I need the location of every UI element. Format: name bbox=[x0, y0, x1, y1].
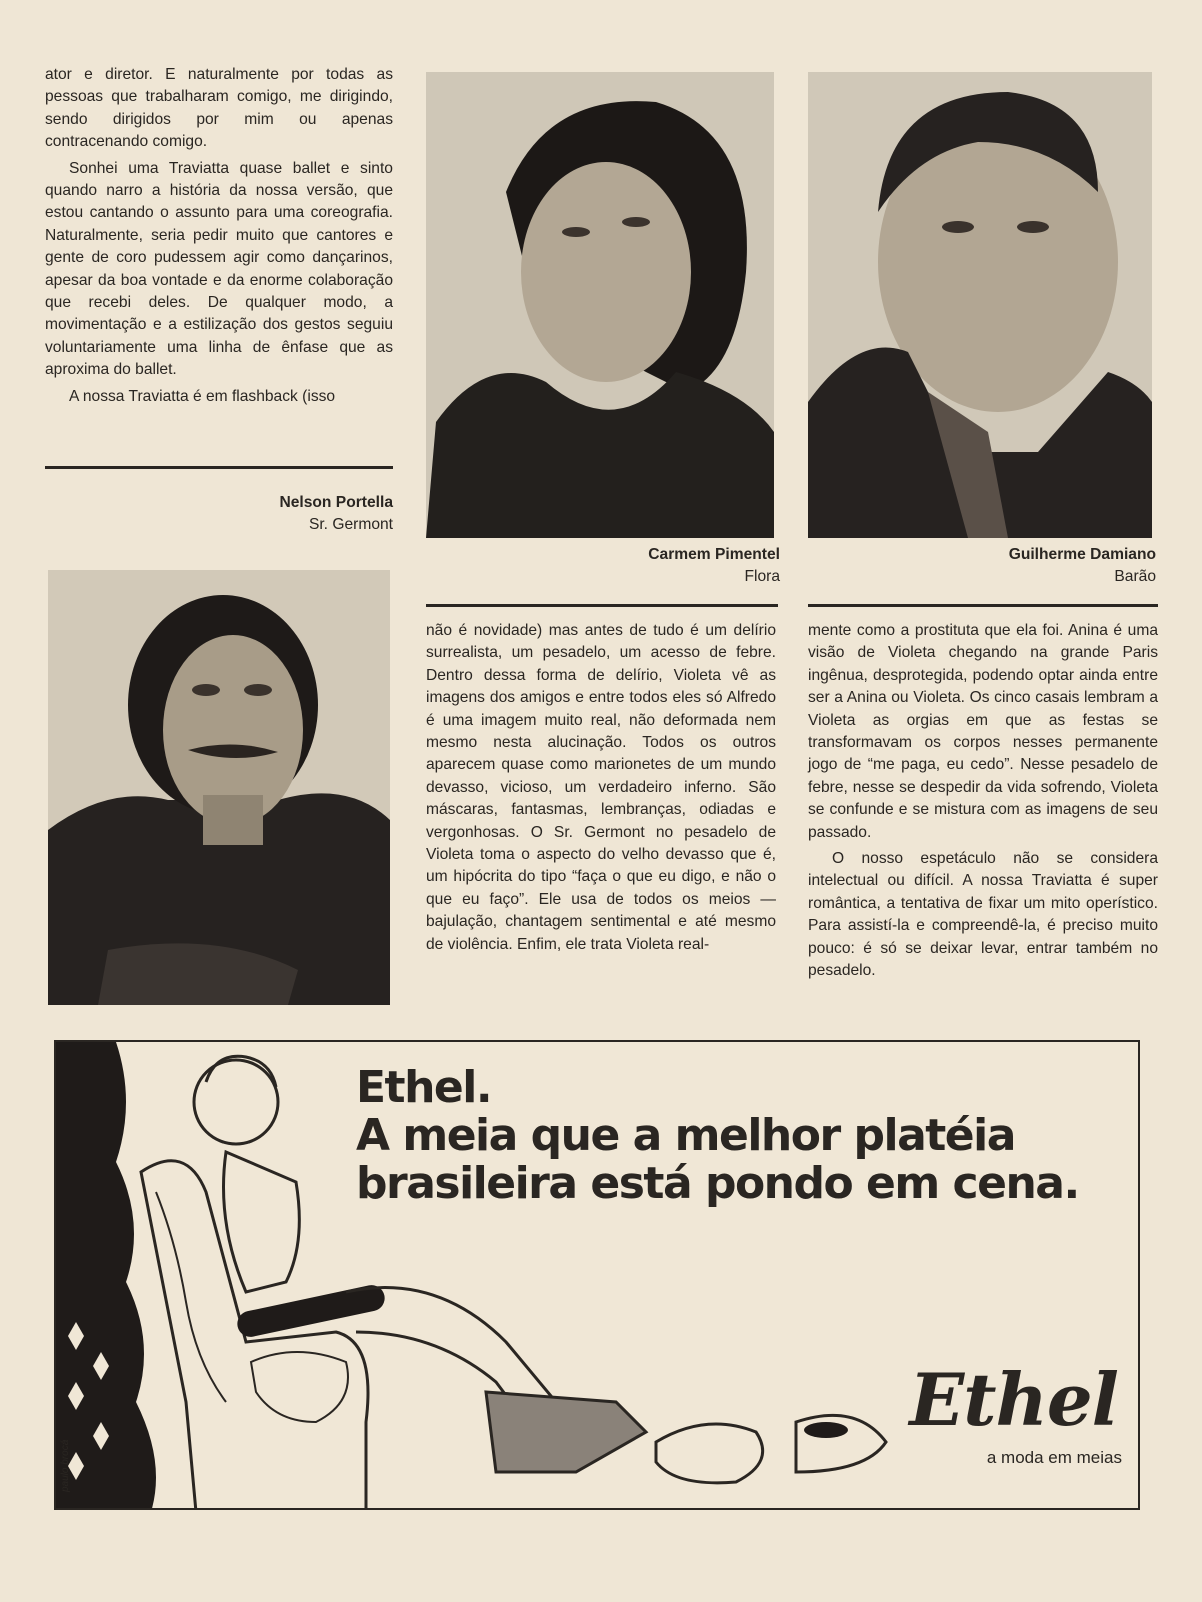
caption-name: Guilherme Damiano bbox=[1008, 546, 1156, 563]
photo-guilherme-damiano bbox=[808, 72, 1152, 538]
illustrator-credit: paulo brocá bbox=[60, 1439, 71, 1492]
photo-carmem-pimentel bbox=[426, 72, 774, 538]
ethel-logo: Ethel bbox=[909, 1357, 1118, 1442]
caption-role: Flora bbox=[744, 568, 780, 585]
divider bbox=[45, 466, 393, 469]
paragraph: ator e diretor. E naturalmente por todas as pessoas que trabalharam comigo, me dirigindo, sendo dirigidos por mim ou apenas contracenando comigo. bbox=[45, 66, 393, 151]
article-column-left bbox=[45, 64, 393, 408]
divider bbox=[426, 604, 778, 607]
article-column-right bbox=[808, 620, 1158, 983]
caption-portella bbox=[45, 492, 393, 536]
ad-headline-line: Ethel. bbox=[356, 1062, 492, 1113]
caption-role: Sr. Germont bbox=[308, 516, 393, 533]
caption-role: Barão bbox=[1114, 568, 1156, 585]
ad-headline bbox=[356, 1064, 1079, 1208]
ad-tagline: a moda em meias bbox=[986, 1448, 1122, 1467]
caption-name: Nelson Portella bbox=[279, 494, 393, 511]
paragraph: Sonhei uma Traviatta quase ballet e sinto quando narro a história da nossa versão, que estou cantando o assunto para uma coreografia. Naturalmente, seria pedir muito que cantores e gente de coro pudessem agir como dançarinos, apesar da boa vontade e da enorme colaboração que recebi deles. De qualquer modo, a movimentação e a estilização dos gestos seguiu voluntariamente uma linha de ênfase que as aproxima do ballet. bbox=[45, 159, 393, 379]
photo-nelson-portella bbox=[48, 570, 390, 1005]
paragraph: mente como a prostituta que ela foi. Anina é uma visão de Violeta chegando na grande Paris ingênua, desprotegida, podendo optar ainda entre ser a Anina ou Violeta. Os cinco casais lembram a Violeta as orgias em que as festas se transformavam os corpos nesses permanente jogo de “me paga, eu cedo”. Nesse pesadelo de febre, nesse se despedir da vida sofrendo, Violeta se confunde e se mistura com as imagens de seu passado. bbox=[808, 622, 1158, 841]
caption-damiano bbox=[808, 544, 1156, 588]
ad-headline-line: A meia que a melhor platéia bbox=[356, 1110, 1015, 1161]
ad-headline-line: brasileira está pondo em cena. bbox=[356, 1158, 1079, 1209]
ethel-advertisement bbox=[54, 1040, 1140, 1510]
article-column-middle bbox=[426, 620, 776, 956]
paragraph: A nossa Traviatta é em flashback (isso bbox=[69, 387, 336, 405]
divider bbox=[808, 604, 1158, 607]
paragraph: O nosso espetáculo não se considera intelectual ou difícil. A nossa Traviatta é super romântica, a tentativa de fixar um mito operístico. Para assistí-la e compreendê-la, é preciso muito pouco: é só se deixar levar, entrar também no pesadelo. bbox=[808, 850, 1158, 980]
caption-name: Carmem Pimentel bbox=[648, 546, 780, 563]
paragraph: não é novidade) mas antes de tudo é um delírio surrealista, um pesadelo, um acesso de febre. Dentro dessa forma de delírio, Violeta vê as imagens dos amigos e entre todos eles só Alfredo é uma imagem muito real, não deformada nem mesmo nesta alucinação. Todos os outros aparecem quase como marionetes de um mundo devasso, vicioso, um verdadeiro inferno. São máscaras, fantasmas, lembranças, odiadas e vergonhosas. O Sr. Germont no pesadelo de Violeta toma o aspecto do velho devasso que é, um hipócrita do tipo “faça o que eu digo, e não o que eu faço”. Ele usa de todos os meios — bajulação, chantagem sentimental e até mesmo de violência. Enfim, ele trata Violeta real- bbox=[426, 622, 776, 953]
caption-pimentel bbox=[426, 544, 780, 588]
